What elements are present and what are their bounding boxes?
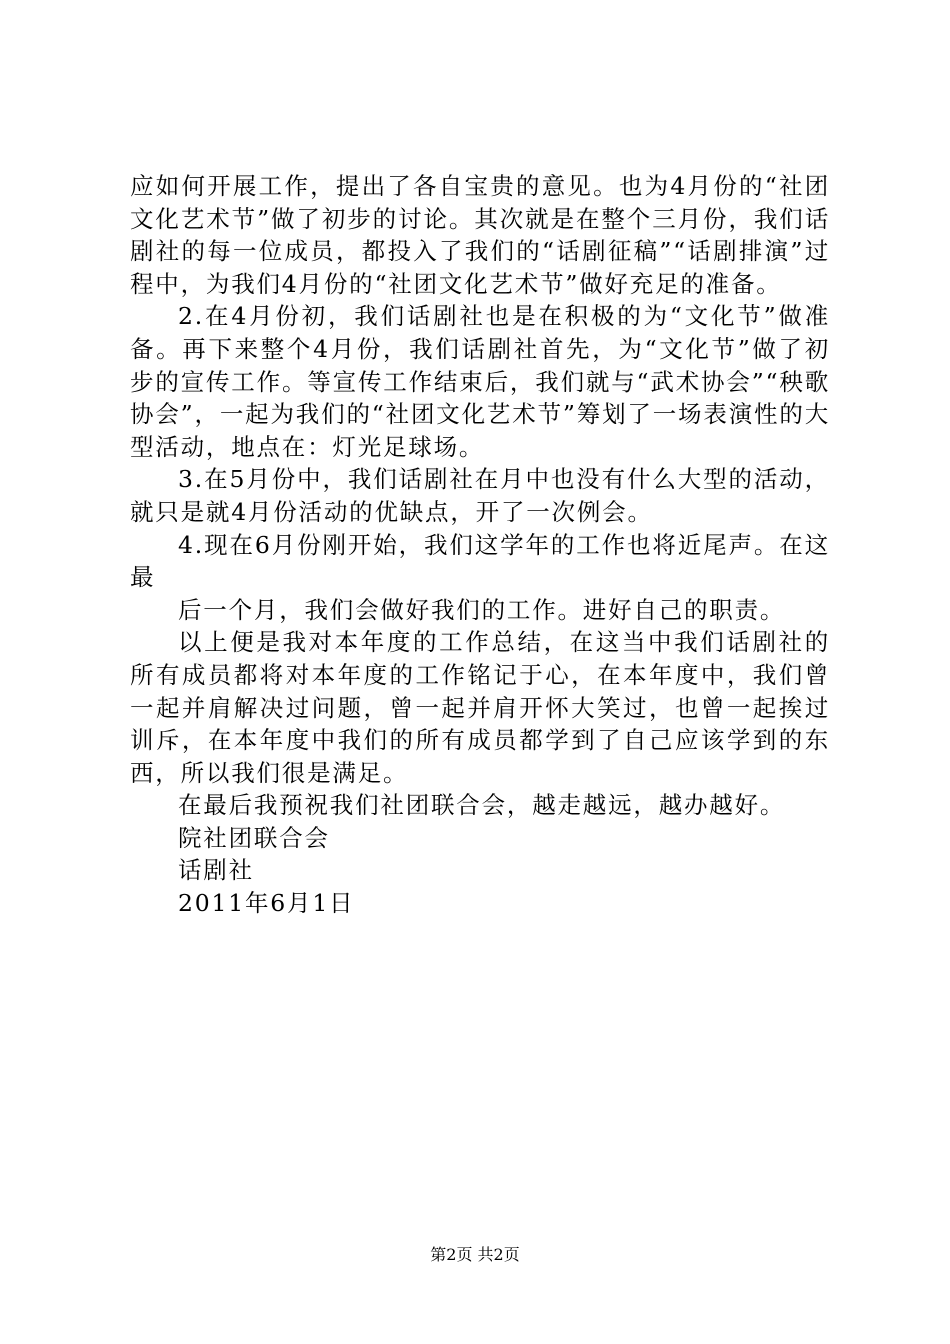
paragraph-closing-wish: 在最后我预祝我们社团联合会，越走越远，越办越好。 [178, 791, 786, 820]
paragraph-item-3: 3.在5月份中，我们话剧社在月中也没有什么大型的活动，就只是就4月份活动的优缺点，开了一次例会。 [130, 465, 830, 526]
signature-organization: 院社团联合会 [178, 823, 330, 852]
paragraph-summary: 以上便是我对本年度的工作总结，在这当中我们话剧社的所有成员都将对本年度的工作铭记于心，在本年度中，我们曾一起并肩解决过问题，曾一起并肩开怀大笑过，也曾一起挨过训斥，在本年度中我们的所有成员都学到了自己应该学到的东西，所以我们很是满足。 [130, 628, 830, 787]
paragraph-item-4: 4.现在6月份刚开始，我们这学年的工作也将近尾声。在这最 [130, 530, 830, 592]
paragraph-item-2: 2.在4月份初，我们话剧社也是在积极的为“文化节”做准备。再下来整个4月份，我们话剧社首先，为“文化节”做了初步的宣传工作。等宣传工作结束后，我们就与“武术协会”“秧歌协会”，一起为我们的“社团文化艺术节”筹划了一场表演性的大型活动，地点在：灯光足球场。 [130, 302, 830, 461]
paragraph-continuation: 应如何开展工作，提出了各自宝贵的意见。也为4月份的“社团文化艺术节”做了初步的讨论。其次就是在整个三月份，我们话剧社的每一位成员，都投入了我们的“话剧征稿”“话剧排演”过程中，为我们4月份的“社团文化艺术节”做好充足的准备。 [130, 172, 830, 298]
signature-date: 2011年6月1日 [178, 889, 355, 918]
page-number-footer: 第2页 共2页 [430, 1245, 520, 1264]
document-body [130, 170, 830, 920]
signature-club: 话剧社 [178, 856, 254, 885]
paragraph-item-4-continued: 后一个月，我们会做好我们的工作。进好自己的职责。 [178, 595, 786, 624]
